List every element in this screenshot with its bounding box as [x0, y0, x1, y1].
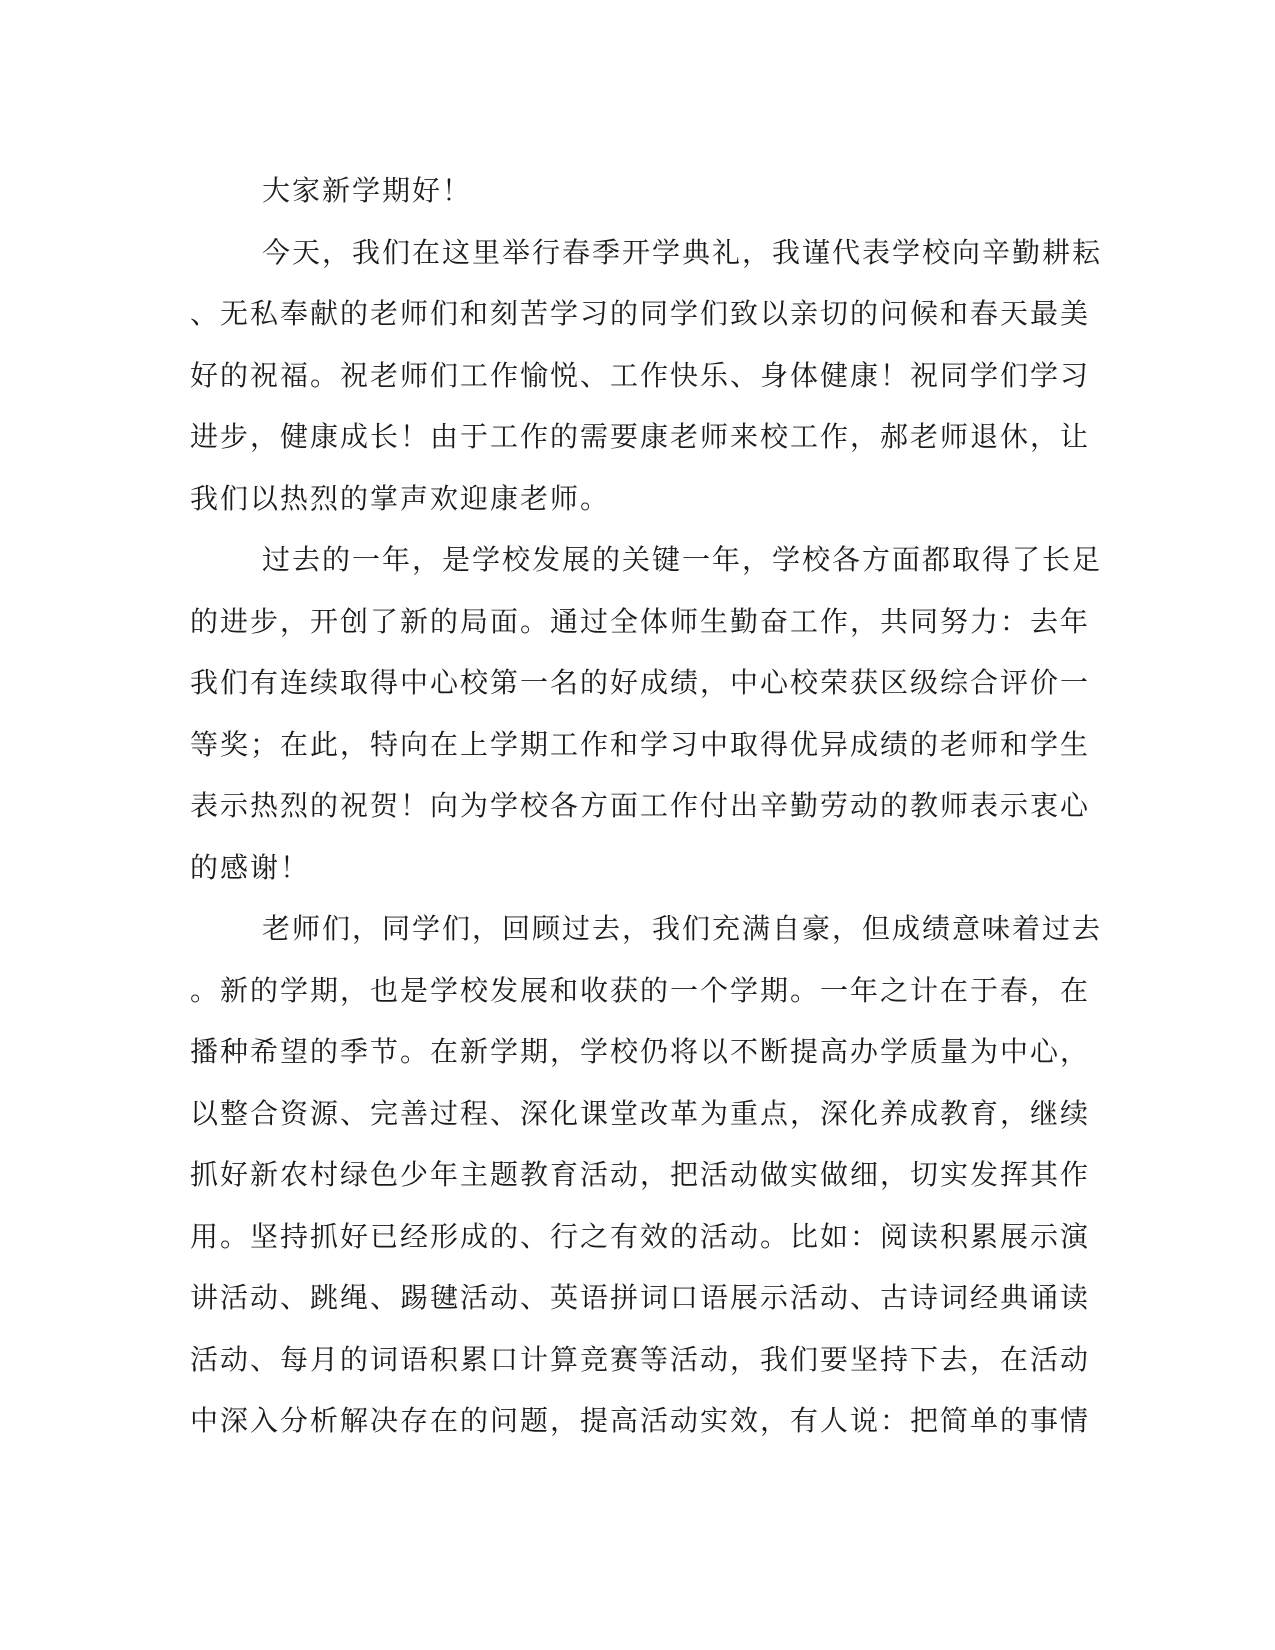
paragraph-3-line-1: 老师们，同学们，回顾过去，我们充满自豪，但成绩意味着过去	[262, 912, 1103, 945]
speech-body	[190, 160, 1103, 1452]
paragraph-2-line-5: 表示热烈的祝贺！向为学校各方面工作付出辛勤劳动的教师表示衷心	[190, 789, 1091, 822]
paragraph-1-line-3: 好的祝福。祝老师们工作愉悦、工作快乐、身体健康！祝同学们学习	[190, 358, 1091, 392]
paragraph-2-line-1: 过去的一年，是学校发展的关键一年，学校各方面都取得了长足	[262, 543, 1103, 576]
paragraph-1-line-2: 、无私奉献的老师们和刻苦学习的同学们致以亲切的问候和春天最美	[190, 297, 1091, 330]
paragraph-2-line-2: 的进步，开创了新的局面。通过全体师生勤奋工作，共同努力：去年	[190, 604, 1091, 638]
greeting-line: 大家新学期好！	[262, 174, 473, 207]
paragraph-3-line-2: 。新的学期，也是学校发展和收获的一个学期。一年之计在于春，在	[190, 973, 1091, 1007]
paragraph-2-line-3: 我们有连续取得中心校第一名的好成绩，中心校荣获区级综合评价一	[190, 666, 1091, 699]
paragraph-3-line-3: 播种希望的季节。在新学期，学校仍将以不断提高办学质量为中心，	[190, 1035, 1091, 1068]
paragraph-3-line-8: 活动、每月的词语积累口计算竞赛等活动，我们要坚持下去，在活动	[190, 1342, 1091, 1376]
paragraph-1-line-1: 今天，我们在这里举行春季开学典礼，我谨代表学校向辛勤耕耘	[262, 235, 1103, 269]
paragraph-3-line-6: 用。坚持抓好已经形成的、行之有效的活动。比如：阅读积累展示演	[190, 1219, 1091, 1253]
paragraph-3-line-7: 讲活动、跳绳、踢毽活动、英语拼词口语展示活动、古诗词经典诵读	[190, 1281, 1091, 1314]
paragraph-3-line-9: 中深入分析解决存在的问题，提高活动实效，有人说：把简单的事情	[190, 1404, 1091, 1437]
paragraph-1-line-4: 进步，健康成长！由于工作的需要康老师来校工作，郝老师退休，让	[190, 420, 1091, 453]
paragraph-2-line-4: 等奖；在此，特向在上学期工作和学习中取得优异成绩的老师和学生	[190, 727, 1091, 761]
paragraph-2-line-6: 的感谢！	[190, 850, 311, 884]
paragraph-1-line-5: 我们以热烈的掌声欢迎康老师。	[190, 481, 611, 515]
paragraph-3-line-5: 抓好新农村绿色少年主题教育活动，把活动做实做细，切实发挥其作	[190, 1158, 1091, 1191]
paragraph-3-line-4: 以整合资源、完善过程、深化课堂改革为重点，深化养成教育，继续	[190, 1096, 1091, 1130]
